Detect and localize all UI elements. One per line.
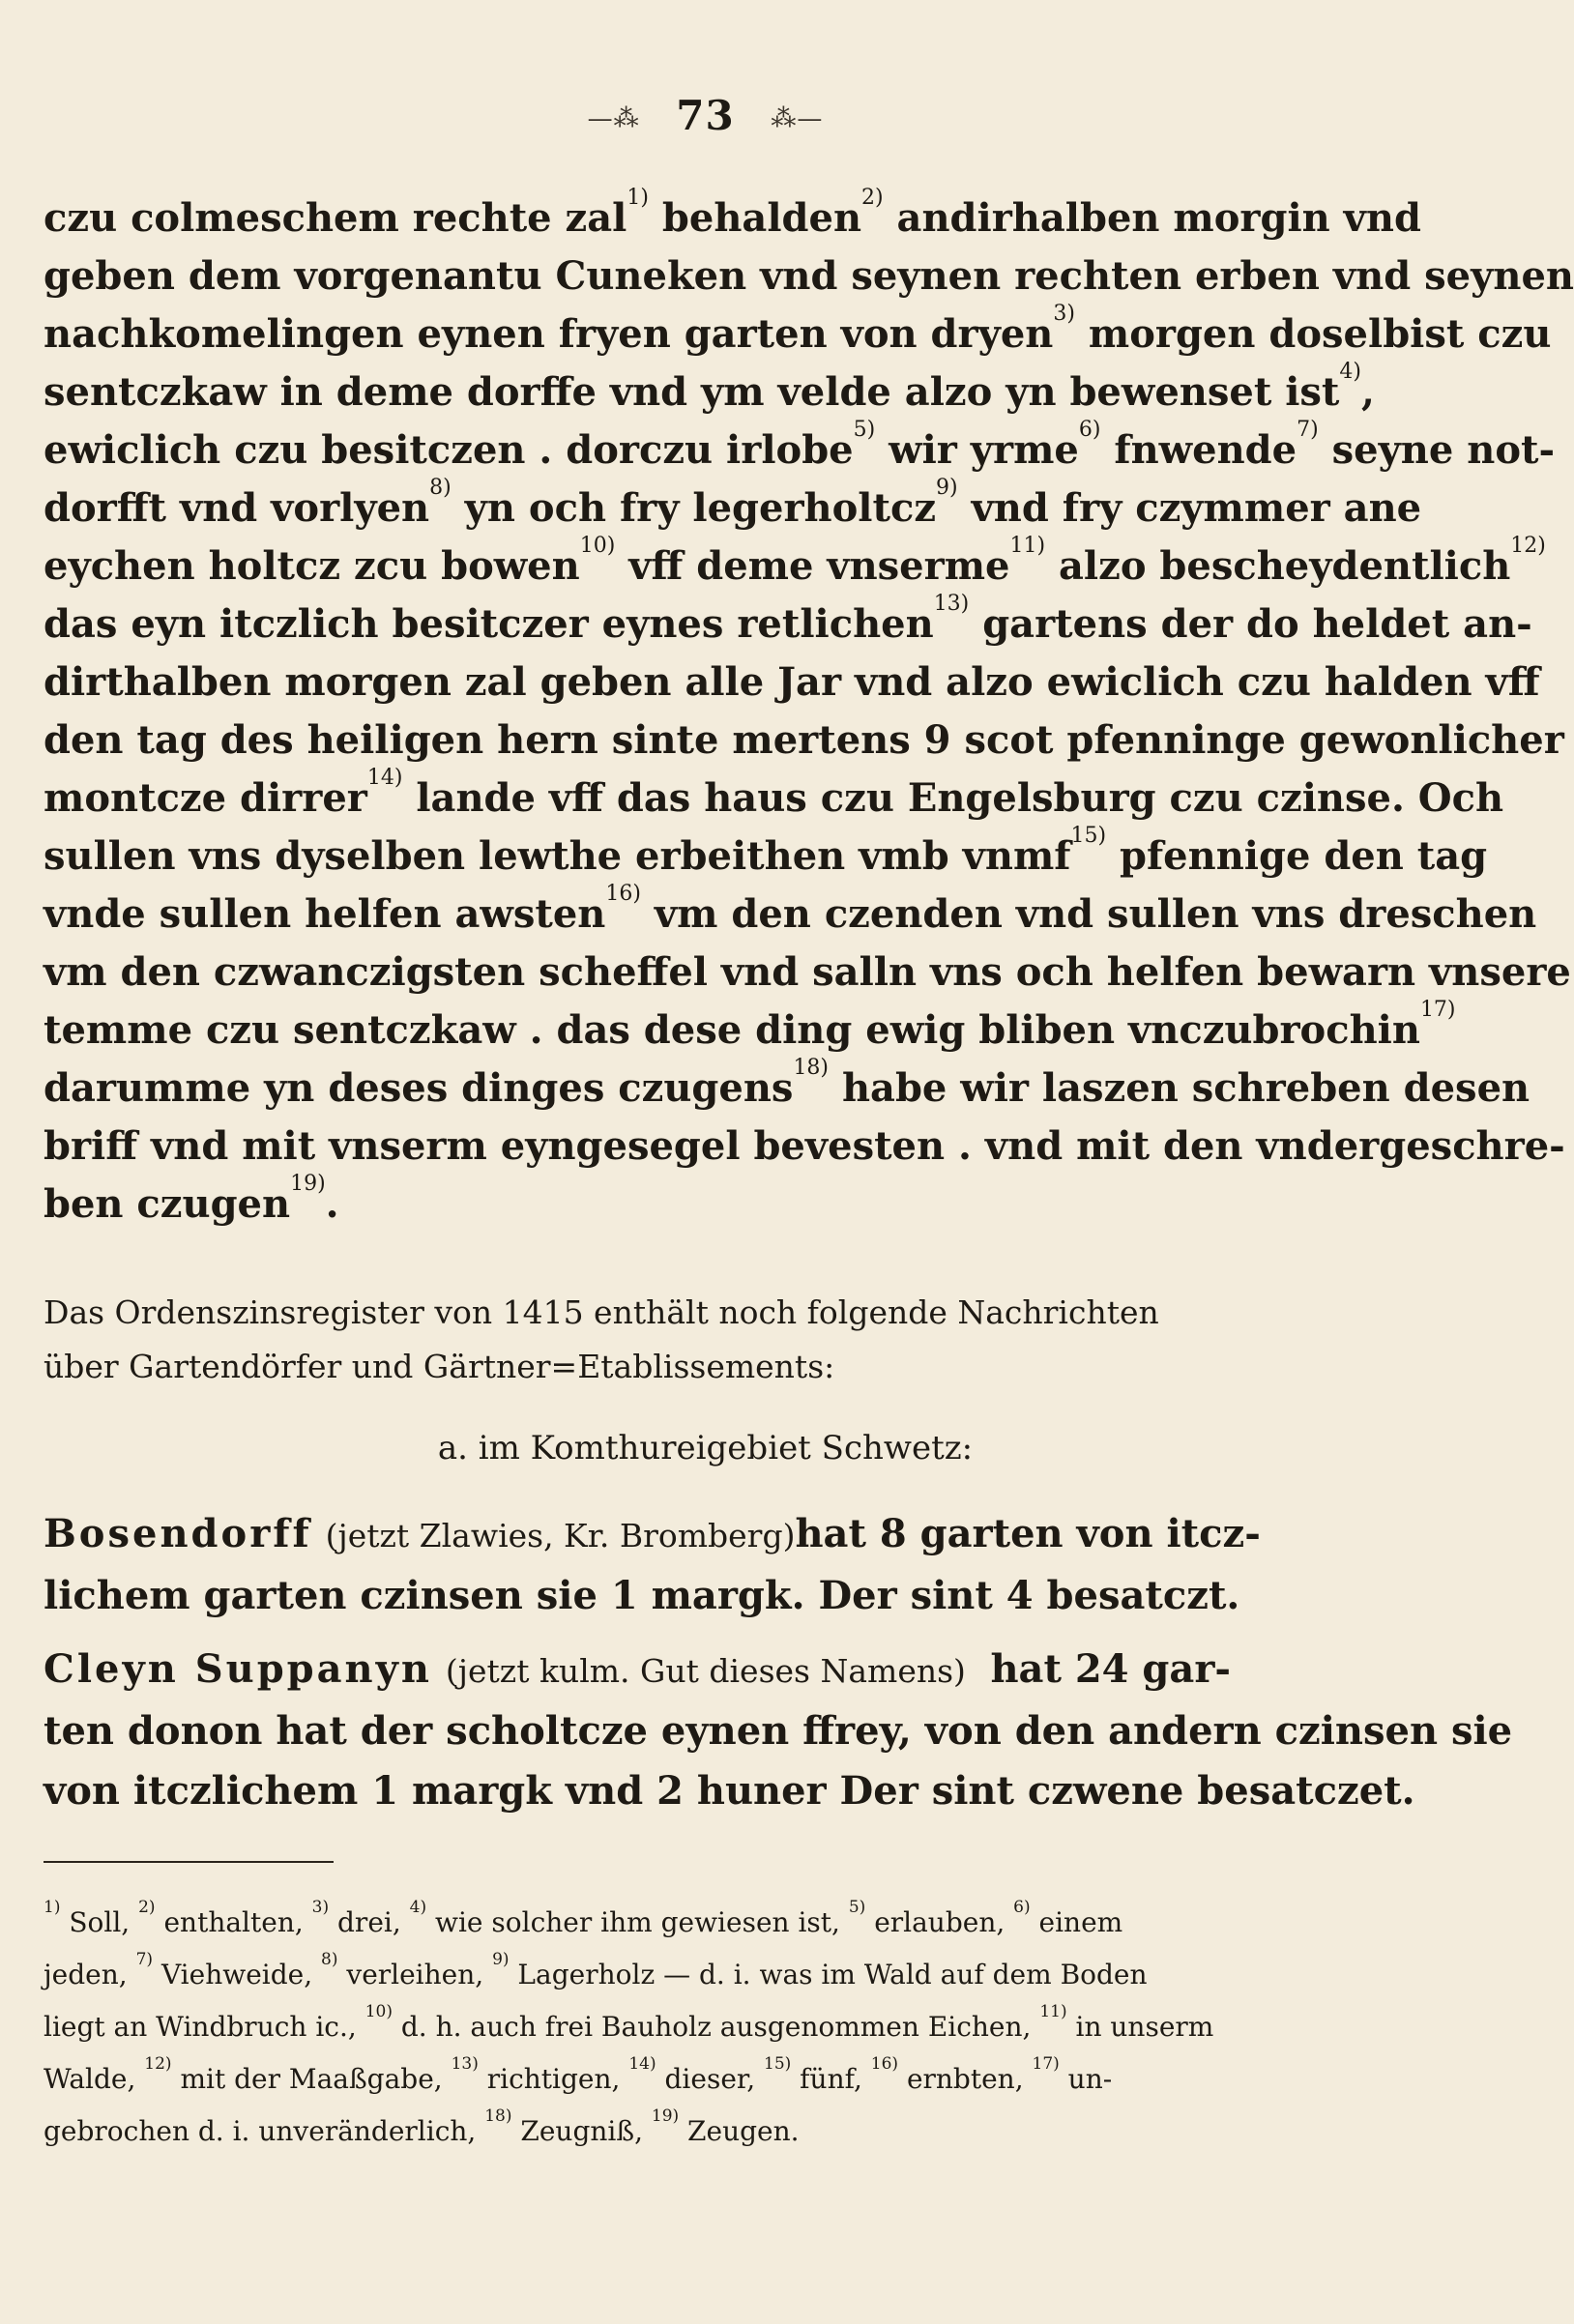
entry-line: ten donon hat der scholtcze eynen ffrey, von den andern czinsen sie bbox=[44, 1708, 1513, 1754]
footnote-marker: 9) bbox=[492, 1949, 510, 1969]
text-segment: richtigen, bbox=[478, 2063, 629, 2095]
footnote-line bbox=[44, 2053, 1231, 2106]
text-segment: seyne not- bbox=[1318, 427, 1556, 473]
page-header bbox=[0, 92, 1411, 139]
footnote-line bbox=[44, 2001, 1231, 2053]
place-name: Cleyn Suppanyn bbox=[44, 1646, 432, 1692]
charter-line bbox=[44, 1171, 1231, 1234]
charter-line bbox=[44, 591, 1532, 654]
footnote-marker: 4) bbox=[1339, 359, 1362, 384]
charter-line bbox=[44, 247, 1574, 305]
text-segment: vm den czwanczigsten scheffel vnd salln vns och helfen bewarn vnsere bbox=[44, 949, 1571, 995]
footnote-rule bbox=[44, 1861, 334, 1863]
text-segment: Zeugniß, bbox=[511, 2115, 652, 2147]
text-segment: yn och fry legerholtcz bbox=[451, 485, 937, 531]
text-segment: Soll, bbox=[60, 1906, 139, 1938]
text-segment: morgen doselbist czu bbox=[1074, 311, 1552, 357]
text-segment: sullen vns dyselben lewthe erbeithen vmb vnmf bbox=[44, 833, 1071, 879]
footnote-marker: 18) bbox=[793, 1055, 830, 1080]
register-entry bbox=[44, 1504, 1261, 1626]
text-segment: , bbox=[1361, 369, 1375, 415]
charter-line bbox=[44, 185, 1421, 247]
text-segment: Viehweide, bbox=[153, 1959, 322, 1990]
intro-line: über Gartendörfer und Gärtner=Etablissements: bbox=[44, 1348, 835, 1385]
header-ornament-right: ⁂— bbox=[771, 104, 824, 133]
charter-line bbox=[44, 823, 1488, 886]
text-segment: das eyn itczlich besitczer eynes retlichen bbox=[44, 601, 934, 647]
footnote-marker: 6) bbox=[1013, 1897, 1031, 1917]
footnote-marker: 16) bbox=[870, 2053, 899, 2074]
footnote-marker: 11) bbox=[1009, 533, 1046, 558]
section-subheading: a. im Komthureigebiet Schwetz: bbox=[437, 1429, 974, 1467]
header-ornament-left: —⁂ bbox=[587, 104, 640, 133]
footnote-marker: 4) bbox=[409, 1897, 427, 1917]
footnote-marker: 19) bbox=[651, 2106, 680, 2126]
footnote-marker: 19) bbox=[290, 1171, 326, 1196]
footnote-marker: 14) bbox=[366, 765, 403, 790]
text-segment: wie solcher ihm gewiesen ist, bbox=[426, 1906, 849, 1938]
footnote-marker: 3) bbox=[1053, 301, 1075, 326]
footnote-marker: 5) bbox=[848, 1897, 866, 1917]
entry-line: von itczlichem 1 margk vnd 2 huner Der sint czwene besatczet. bbox=[44, 1768, 1415, 1814]
register-intro bbox=[44, 1286, 1231, 1394]
footnote-marker: 15) bbox=[764, 2053, 792, 2074]
text-segment: den tag des heiligen hern sinte mertens 9 scot pfenninge gewonlicher bbox=[44, 717, 1564, 763]
charter-line bbox=[44, 1055, 1530, 1118]
footnote-marker: 12) bbox=[1510, 533, 1546, 558]
entry-text: hat 8 garten von itcz- bbox=[795, 1511, 1261, 1556]
charter-line bbox=[44, 1118, 1565, 1176]
text-segment: geben dem vorgenantu Cuneken vnd seynen rechten erben vnd seynen bbox=[44, 253, 1574, 299]
text-segment: drei, bbox=[329, 1906, 410, 1938]
text-segment: enthalten, bbox=[155, 1906, 312, 1938]
charter-text bbox=[44, 185, 1574, 1234]
charter-line bbox=[44, 997, 1456, 1060]
text-segment: vff deme vnserme bbox=[615, 543, 1010, 589]
footnote-marker: 15) bbox=[1070, 823, 1107, 848]
text-segment: dorfft vnd vorlyen bbox=[44, 485, 430, 531]
footnote-marker: 8) bbox=[321, 1949, 338, 1969]
text-segment: wir yrme bbox=[875, 427, 1079, 473]
footnote-line bbox=[44, 2106, 1231, 2158]
charter-line bbox=[44, 359, 1375, 421]
text-segment: jeden, bbox=[44, 1959, 136, 1990]
text-segment: vm den czenden vnd sullen vns dreschen bbox=[640, 891, 1537, 937]
text-segment: ewiclich czu besitczen . dorczu irlobe bbox=[44, 427, 854, 473]
text-segment: darumme yn deses dinges czugens bbox=[44, 1065, 794, 1111]
text-segment: Zeugen. bbox=[679, 2115, 800, 2147]
charter-line bbox=[44, 475, 1422, 537]
footnote-line bbox=[44, 1897, 1231, 1949]
place-note: (jetzt kulm. Gut dieses Namens) bbox=[445, 1652, 966, 1690]
footnote-marker: 2) bbox=[138, 1897, 156, 1917]
text-segment: gartens der do heldet an- bbox=[969, 601, 1532, 647]
footnote-marker: 9) bbox=[936, 475, 958, 500]
footnote-marker: 13) bbox=[933, 591, 970, 616]
entry-line: lichem garten czinsen sie 1 margk. Der sint 4 besatczt. bbox=[44, 1573, 1240, 1618]
footnote-marker: 6) bbox=[1078, 417, 1101, 442]
footnote-marker: 14) bbox=[628, 2053, 656, 2074]
footnote-marker: 8) bbox=[429, 475, 452, 500]
text-segment: sentczkaw in deme dorffe vnd ym velde alzo yn bewenset ist bbox=[44, 369, 1340, 415]
charter-line bbox=[44, 533, 1546, 596]
text-segment: czu colmeschem rechte zal bbox=[44, 195, 627, 241]
footnote-marker: 13) bbox=[451, 2053, 479, 2074]
text-segment: in unserm bbox=[1066, 2011, 1214, 2043]
intro-line: Das Ordenszinsregister von 1415 enthält noch folgende Nachrichten bbox=[44, 1293, 1159, 1331]
place-name: Bosendorff bbox=[44, 1511, 312, 1556]
text-segment: Walde, bbox=[44, 2063, 145, 2095]
footnote-marker: 16) bbox=[605, 881, 641, 906]
text-segment: verleihen, bbox=[337, 1959, 493, 1990]
footnote-marker: 10) bbox=[579, 533, 616, 558]
page-number: 73 bbox=[676, 92, 735, 139]
text-segment: mit der Maaßgabe, bbox=[171, 2063, 452, 2095]
footnote-marker: 17) bbox=[1419, 997, 1456, 1022]
footnote-marker: 7) bbox=[135, 1949, 154, 1969]
text-segment: dirthalben morgen zal geben alle Jar vnd alzo ewiclich czu halden vff bbox=[44, 659, 1540, 705]
text-segment: un- bbox=[1059, 2063, 1113, 2095]
text-segment: habe wir laszen schreben desen bbox=[829, 1065, 1530, 1111]
text-segment: alzo bescheydentlich bbox=[1045, 543, 1511, 589]
text-segment: vnd fry czymmer ane bbox=[957, 485, 1422, 531]
text-segment: ernbten, bbox=[898, 2063, 1033, 2095]
entry-line bbox=[44, 1504, 1261, 1566]
text-segment: nachkomelingen eynen fryen garten von dryen bbox=[44, 311, 1054, 357]
text-segment: andirhalben morgin vnd bbox=[883, 195, 1421, 241]
text-segment: montcze dirrer bbox=[44, 775, 367, 821]
text-segment: fünf, bbox=[791, 2063, 871, 2095]
text-segment: d. h. auch frei Bauholz ausgenommen Eichen, bbox=[392, 2011, 1040, 2043]
text-segment: dieser, bbox=[656, 2063, 765, 2095]
text-segment: lande vff das haus czu Engelsburg czu czinse. Och bbox=[402, 775, 1504, 821]
place-note: (jetzt Zlawies, Kr. Bromberg) bbox=[325, 1517, 796, 1554]
text-segment: eychen holtcz zcu bowen bbox=[44, 543, 580, 589]
footnote-marker: 5) bbox=[853, 417, 876, 442]
text-segment: ben czugen bbox=[44, 1181, 291, 1227]
charter-line bbox=[44, 654, 1540, 712]
charter-line bbox=[44, 765, 1504, 828]
footnote-marker: 17) bbox=[1032, 2053, 1060, 2074]
charter-line bbox=[44, 417, 1556, 479]
text-segment: einem bbox=[1030, 1906, 1123, 1938]
charter-line bbox=[44, 301, 1552, 363]
text-segment: temme czu sentczkaw . das dese ding ewig bliben vnczubrochin bbox=[44, 1007, 1420, 1053]
footnote-line bbox=[44, 1949, 1231, 2001]
footnote-marker: 12) bbox=[144, 2053, 172, 2074]
text-segment: fnwende bbox=[1100, 427, 1297, 473]
text-segment: gebrochen d. i. unveränderlich, bbox=[44, 2115, 485, 2147]
text-segment: pfennige den tag bbox=[1106, 833, 1488, 879]
charter-line bbox=[44, 881, 1537, 944]
text-segment: vnde sullen helfen awsten bbox=[44, 891, 606, 937]
footnote-marker: 1) bbox=[627, 185, 649, 210]
footnotes bbox=[44, 1897, 1231, 2158]
footnote-marker: 18) bbox=[484, 2106, 512, 2126]
footnote-marker: 2) bbox=[861, 185, 884, 210]
text-segment: briff vnd mit vnserm eyngesegel bevesten . vnd mit den vndergeschre- bbox=[44, 1123, 1565, 1169]
footnote-marker: 11) bbox=[1039, 2001, 1067, 2021]
entry-text: hat 24 gar- bbox=[990, 1646, 1231, 1692]
footnote-marker: 1) bbox=[44, 1897, 61, 1917]
register-entry bbox=[44, 1640, 1513, 1821]
text-segment: . bbox=[325, 1181, 339, 1227]
footnote-marker: 7) bbox=[1297, 417, 1319, 442]
footnote-marker: 10) bbox=[364, 2001, 393, 2021]
footnote-marker: 3) bbox=[311, 1897, 330, 1917]
text-segment: erlauben, bbox=[865, 1906, 1014, 1938]
charter-line bbox=[44, 944, 1571, 1002]
text-segment: behalden bbox=[648, 195, 862, 241]
entry-line bbox=[44, 1640, 1231, 1701]
text-segment: liegt an Windbruch ic., bbox=[44, 2011, 365, 2043]
charter-line bbox=[44, 712, 1564, 770]
text-segment: Lagerholz — d. i. was im Wald auf dem Boden bbox=[509, 1959, 1148, 1990]
